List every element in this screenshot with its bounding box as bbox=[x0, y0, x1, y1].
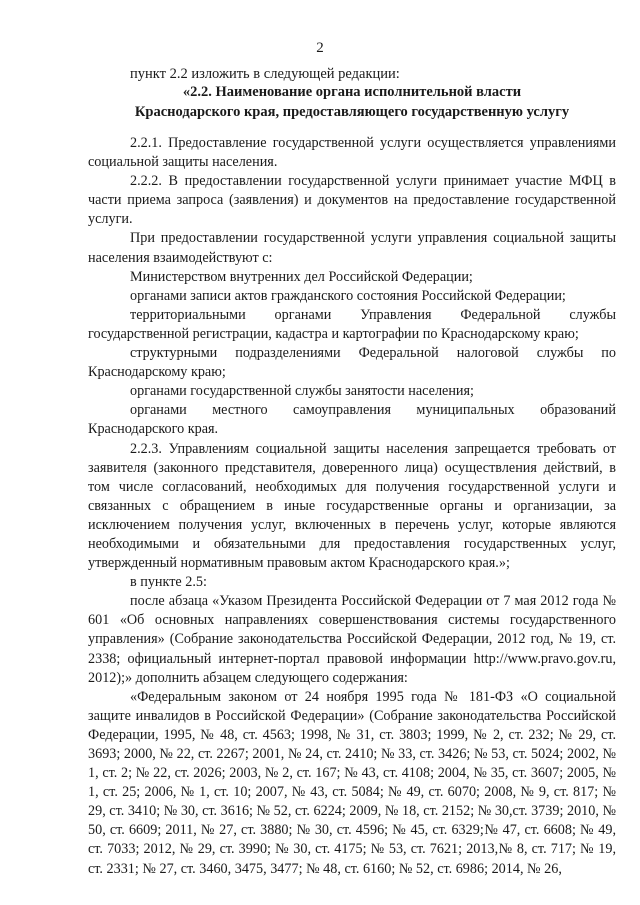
list-item: Министерством внутренних дел Российской Федерации; bbox=[130, 268, 473, 285]
paragraph: после абзаца «Указом Президента Российской Федерации от 7 мая 2012 года № 601 «Об основных направлениях совершенствования системы государственного управления» (Собрание законодательства Российской Федерации, 2012 год, № 19, ст. 2338; официальный интернет-портал правовой информации http://www.pravo.gov.ru, 2012);» дополнить абзацем следующего содержания: bbox=[88, 593, 616, 686]
intro-line: пункт 2.2 изложить в следующей редакции: bbox=[130, 66, 400, 82]
paragraph: При предоставлении государственной услуги управления социальной защиты населения взаимодействуют с: bbox=[88, 230, 616, 266]
list-item: структурными подразделениями Федеральной налоговой службы по Краснодарскому краю; bbox=[88, 345, 616, 381]
paragraph: в пункте 2.5: bbox=[130, 574, 207, 591]
paragraph: 2.2.1. Предоставление государственной услуги осуществляется управлениями социальной защиты населения. bbox=[88, 135, 616, 171]
paragraph: «Федеральным законом от 24 ноября 1995 года № 181-ФЗ «О социальной защите инвалидов в Российской Федерации» (Собрание законодательства Российской Федерации, 1995, № 48, ст. 4563; 1998, № 31, ст. 3803; 1999, № 2, ст. 232; № 29, ст. 3693; 2000, № 22, ст. 2267; 2001, № 24, ст. 2410; № 33, ст. 3426; № 53, ст. 5024; 2002, № 1, ст. 2; № 22, ст. 2026; 2003, № 2, ст. 167; № 43, ст. 4108; 2004, № 35, ст. 3607; 2005, № 1, ст. 25; 2006, № 1, ст. 10; 2007, № 43, ст. 5084; № 49, ст. 6070; 2008, № 9, ст. 817; № 29, ст. 3410; № 30, ст. 3616; № 52, ст. 6224; 2009, № 18, ст. 2152; № 30,ст. 3739; 2010, № 50, ст. 6609; 2011, № 27, ст. 3880; № 30, ст. 4596; № 45, ст. 6329;№ 47, ст. 6608; № 49, ст. 7033; 2012, № 29, ст. 3990; № 30, ст. 4175; № 53, ст. 7621; 2013,№ 8, ст. 717; № 19, ст. 2331; № 27, ст. 3460, 3475, 3477; № 48, ст. 6160; № 52, ст. 6986; 2014, № 26, bbox=[88, 688, 616, 877]
list-item: органами записи актов гражданского состояния Российской Федерации; bbox=[130, 287, 566, 304]
section-heading bbox=[88, 82, 616, 122]
paragraph: 2.2.2. В предоставлении государственной услуги принимает участие МФЦ в части приема запроса (заявления) и документов на предоставление государственной услуги. bbox=[88, 173, 616, 228]
heading-line-1: «2.2. Наименование органа исполнительной власти bbox=[182, 84, 522, 100]
paragraph: 2.2.3. Управлениям социальной защиты населения запрещается требовать от заявителя (законного представителя, доверенного лица) осуществления действий, в том числе согласований, необходимых для получения государственной услуги и связанных с обращением в иные государственные органы и организации, за исключением получения услуг, включенных в перечень услуг, которые являются необходимыми и обязательными для предоставления государственных услуг, утвержденный нормативным правовым актом Краснодарского края.»; bbox=[88, 440, 616, 572]
list-item: органами государственной службы занятости населения; bbox=[130, 383, 474, 400]
document-body bbox=[88, 134, 616, 879]
list-item: территориальными органами Управления Федеральной службы государственной регистрации, кадастра и картографии по Краснодарскому краю; bbox=[88, 306, 616, 342]
heading-line-2: Краснодарского края, предоставляющего государственную услугу bbox=[134, 104, 570, 120]
list-item: органами местного самоуправления муниципальных образований Краснодарского края. bbox=[88, 402, 616, 438]
page-number: 2 bbox=[316, 40, 324, 56]
